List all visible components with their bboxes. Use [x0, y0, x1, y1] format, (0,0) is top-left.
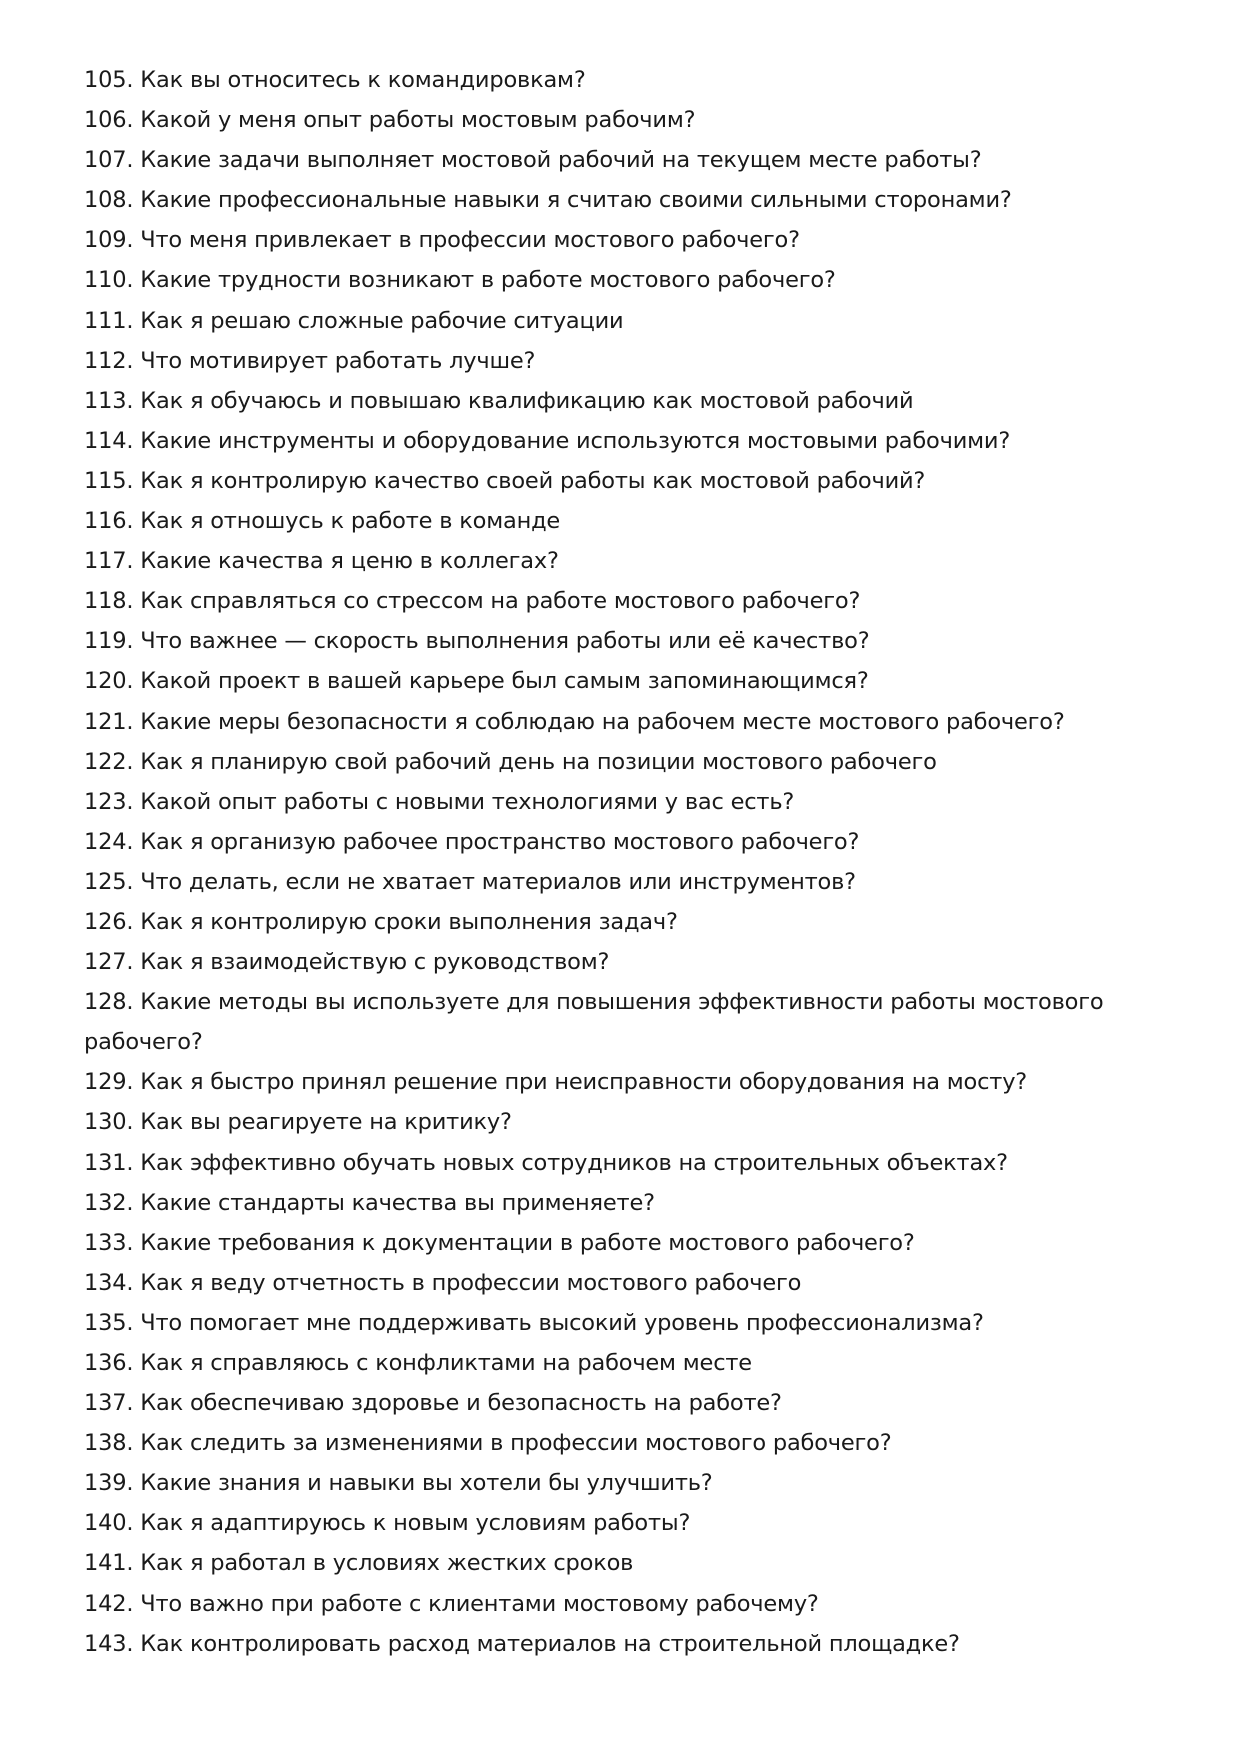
list-item: 139. Какие знания и навыки вы хотели бы улучшить? — [84, 1470, 713, 1497]
list-item: 138. Как следить за изменениями в профессии мостового рабочего? — [84, 1430, 892, 1457]
list-item: 117. Какие качества я ценю в коллегах? — [84, 548, 559, 575]
list-item: 134. Как я веду отчетность в профессии мостового рабочего — [84, 1269, 802, 1296]
list-item: 130. Как вы реагируете на критику? — [84, 1109, 512, 1136]
list-item: 136. Как я справляюсь с конфликтами на рабочем месте — [84, 1350, 752, 1376]
list-item: 109. Что меня привлекает в профессии мостового рабочего? — [84, 227, 800, 254]
list-item: 113. Как я обучаюсь и повышаю квалификацию как мостовой рабочий — [84, 387, 914, 414]
list-item: 114. Какие инструменты и оборудование используются мостовыми рабочими? — [84, 427, 1011, 454]
list-item: 107. Какие задачи выполняет мостовой рабочий на текущем месте работы? — [84, 147, 982, 174]
list-item: 123. Какой опыт работы с новыми технологиями у вас есть? — [84, 788, 795, 815]
list-item: 131. Как эффективно обучать новых сотрудников на строительных объектах? — [84, 1149, 1008, 1176]
list-item: 142. Что важно при работе с клиентами мостовому рабочему? — [84, 1590, 819, 1617]
list-item: 115. Как я контролирую качество своей работы как мостовой рабочий? — [84, 467, 926, 494]
list-item: 110. Какие трудности возникают в работе мостового рабочего? — [84, 267, 836, 294]
list-item: 126. Как я контролирую сроки выполнения задач? — [84, 908, 678, 935]
list-item: 120. Какой проект в вашей карьере был самым запоминающимся? — [84, 668, 869, 695]
list-item: 108. Какие профессиональные навыки я считаю своими сильными сторонами? — [84, 187, 1012, 214]
list-item: 129. Как я быстро принял решение при неисправности оборудования на мосту? — [84, 1069, 1028, 1096]
list-item: 140. Как я адаптируюсь к новым условиям работы? — [84, 1510, 691, 1537]
list-item: 111. Как я решаю сложные рабочие ситуации — [84, 307, 624, 334]
list-item: 125. Что делать, если не хватает материалов или инструментов? — [84, 868, 856, 895]
list-item: 122. Как я планирую свой рабочий день на позиции мостового рабочего — [84, 748, 937, 775]
list-item: 128. Какие методы вы используете для повышения эффективности работы мостового рабочего? — [84, 989, 1104, 1056]
list-item: 119. Что важнее — скорость выполнения работы или её качество? — [84, 628, 870, 655]
list-item: 135. Что помогает мне поддерживать высокий уровень профессионализма? — [84, 1309, 984, 1336]
list-item: 133. Какие требования к документации в работе мостового рабочего? — [84, 1229, 915, 1256]
list-item: 118. Как справляться со стрессом на работе мостового рабочего? — [84, 588, 861, 615]
list-item: 116. Как я отношусь к работе в команде — [84, 508, 561, 535]
list-item: 105. Как вы относитесь к командировкам? — [84, 67, 586, 93]
list-item: 124. Как я организую рабочее пространство мостового рабочего? — [84, 828, 860, 855]
list-item: 112. Что мотивирует работать лучше? — [84, 347, 536, 374]
list-item: 121. Какие меры безопасности я соблюдаю на рабочем месте мостового рабочего? — [84, 708, 1065, 735]
list-item: 137. Как обеспечиваю здоровье и безопасность на работе? — [84, 1390, 782, 1417]
list-item: 127. Как я взаимодействую с руководством? — [84, 949, 610, 976]
list-item: 106. Какой у меня опыт работы мостовым рабочим? — [84, 107, 696, 134]
list-item: 132. Какие стандарты качества вы применяете? — [84, 1189, 655, 1216]
question-list — [84, 60, 1164, 1664]
list-item: 141. Как я работал в условиях жестких сроков — [84, 1550, 634, 1577]
list-item: 143. Как контролировать расход материалов на строительной площадке? — [84, 1630, 960, 1657]
